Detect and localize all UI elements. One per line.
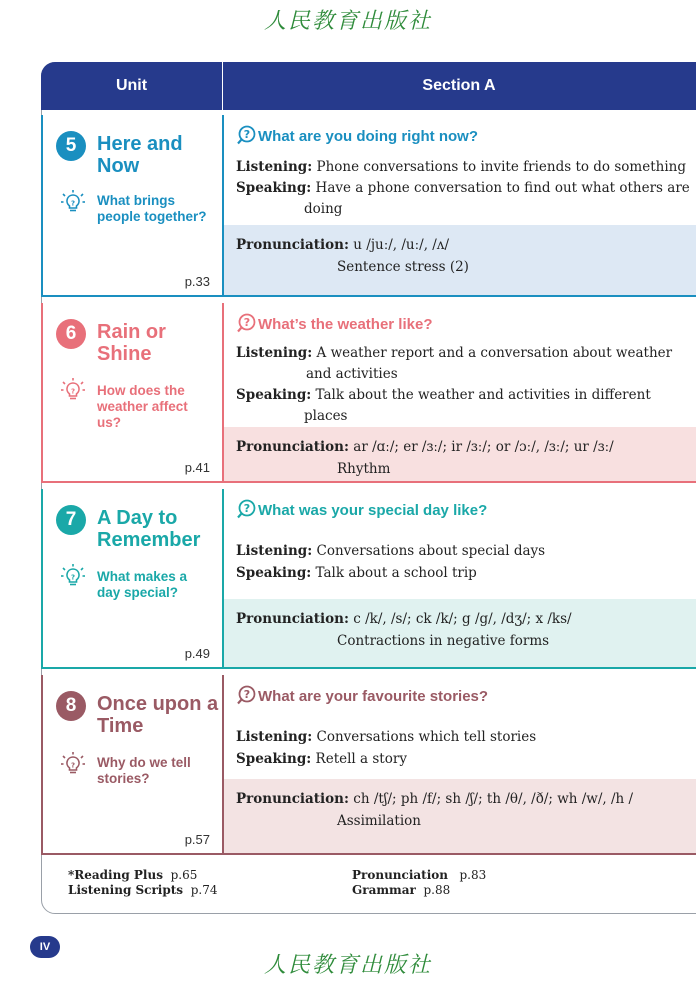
pronunciation-box (224, 599, 696, 667)
pronunciation-topic: Contractions in negative forms (337, 633, 550, 649)
unit-border-bottom (41, 667, 696, 669)
unit-page-ref: p.41 (184, 460, 210, 475)
unit-row-5 (41, 115, 696, 297)
lightbulb-icon (60, 563, 86, 589)
pronunciation-label: Pronunciation: (236, 439, 349, 455)
unit-title-line-2: Now (97, 155, 140, 177)
unit-column-header: Unit (115, 77, 148, 94)
listening-line (236, 543, 545, 559)
unit-border-left (41, 675, 43, 855)
unit-title-line-2: Remember (97, 529, 201, 551)
speaking-text: Retell a story (315, 751, 407, 767)
unit-title-line-1: Here and (97, 133, 183, 155)
unit-number-badge: 8 (56, 691, 86, 721)
svg-text:?: ? (70, 387, 76, 396)
listening-label: Listening: (236, 543, 313, 559)
pronunciation-topic: Sentence stress (2) (337, 259, 469, 275)
speaking-continuation: places (304, 408, 348, 424)
svg-text:?: ? (70, 573, 76, 582)
unit-border-left (41, 115, 43, 297)
section-title-text: What was your special day like? (258, 501, 488, 519)
listening-label: Listening: (236, 159, 313, 175)
section-title (236, 499, 487, 523)
listening-line (236, 729, 536, 745)
unit-info (41, 115, 222, 297)
speaking-label: Speaking: (236, 565, 312, 581)
speaking-continuation: doing (304, 201, 343, 217)
unit-info (41, 675, 222, 855)
svg-text:?: ? (243, 502, 251, 515)
speaking-line (236, 565, 477, 581)
listening-label: Listening: (236, 345, 313, 361)
listening-continuation: and activities (306, 366, 398, 382)
section-title (236, 125, 478, 149)
unit-info (41, 303, 222, 483)
speaking-text: Talk about the weather and activities in different (315, 387, 651, 403)
svg-text:?: ? (70, 761, 76, 770)
reading-plus-page: p.65 (170, 868, 198, 882)
big-question (97, 755, 222, 787)
pronunciation-box (224, 779, 696, 853)
question-magnifier-icon (236, 125, 256, 149)
section-title (236, 313, 433, 337)
listening-text: A weather report and a conversation about weather (316, 345, 673, 361)
unit-number-badge: 5 (56, 131, 86, 161)
pronunciation-topic: Rhythm (337, 461, 391, 477)
pronunciation-line (236, 439, 614, 455)
lightbulb-icon (60, 377, 86, 403)
unit-page-ref: p.33 (184, 274, 210, 289)
speaking-line (236, 387, 651, 403)
unit-page-ref: p.57 (184, 832, 210, 847)
pronunciation-appendix-label: Pronunciation (352, 868, 448, 882)
section-title-text: What are you doing right now? (258, 127, 478, 145)
unit-row-7 (41, 489, 696, 669)
unit-border-bottom (41, 295, 696, 297)
pronunciation-box (224, 225, 696, 295)
unit-row-8 (41, 675, 696, 855)
unit-border-bottom (41, 853, 696, 855)
big-question-line-2: people together? (97, 209, 207, 224)
unit-divider-vertical (222, 115, 224, 297)
pronunciation-sounds: u /juː/, /uː/, /ʌ/ (353, 237, 450, 253)
pronunciation-label: Pronunciation: (236, 611, 349, 627)
big-question-line-3: us? (97, 415, 122, 430)
big-question-line-2: day special? (97, 585, 179, 600)
section-a-column-header: Section A (422, 77, 496, 94)
pronunciation-sounds: c /k/, /s/; ck /k/; g /g/, /dʒ/; x /ks/ (353, 611, 572, 627)
page-number-badge: IV (30, 936, 60, 958)
speaking-text: Talk about a school trip (315, 565, 477, 581)
section-title-text: What’s the weather like? (258, 315, 433, 333)
unit-border-left (41, 303, 43, 483)
speaking-line (236, 751, 407, 767)
pronunciation-topic: Assimilation (337, 813, 421, 829)
pronunciation-line (236, 237, 449, 253)
listening-text: Conversations which tell stories (316, 729, 537, 745)
listening-label: Listening: (236, 729, 313, 745)
lightbulb-icon (60, 189, 86, 215)
unit-number-badge: 7 (56, 505, 86, 535)
big-question-line-1: What makes a (97, 569, 188, 584)
big-question-line-2: weather affect (97, 399, 188, 414)
unit-title-line-1: Once upon a (97, 693, 219, 715)
unit-divider-vertical (222, 675, 224, 855)
svg-text:?: ? (243, 316, 251, 329)
unit-title-line-2: Time (97, 715, 144, 737)
unit-title-line-1: Rain or (97, 321, 166, 343)
big-question (97, 569, 222, 601)
unit-title (97, 507, 222, 551)
listening-line (236, 159, 686, 175)
svg-text:?: ? (243, 688, 251, 701)
unit-info (41, 489, 222, 669)
publisher-logo-bottom: 人民教育出版社 (263, 953, 432, 978)
question-magnifier-icon (236, 499, 256, 523)
pronunciation-box (224, 427, 696, 481)
unit-row-6 (41, 303, 696, 483)
section-title (236, 685, 488, 709)
listening-line (236, 345, 672, 361)
unit-title (97, 133, 222, 177)
reading-plus-label: *Reading Plus (68, 868, 163, 882)
unit-border-left (41, 489, 43, 669)
unit-number-badge: 6 (56, 319, 86, 349)
pronunciation-sounds: ar /ɑː/; er /ɜː/; ir /ɜː/; or /ɔː/, /ɜː/; ur /ɜː/ (353, 439, 614, 455)
unit-title-line-2: Shine (97, 343, 152, 365)
pronunciation-appendix-page: p.83 (459, 868, 487, 882)
big-question (97, 383, 222, 431)
big-question-line-2: stories? (97, 771, 150, 786)
big-question (97, 193, 222, 225)
speaking-label: Speaking: (236, 387, 312, 403)
footer-left (68, 868, 217, 898)
speaking-label: Speaking: (236, 751, 312, 767)
grammar-label: Grammar (352, 883, 416, 897)
footer-right (352, 868, 486, 898)
publisher-logo-top: 人民教育出版社 (263, 9, 432, 34)
unit-title (97, 693, 222, 737)
big-question-line-1: What brings (97, 193, 175, 208)
listening-scripts-page: p.74 (190, 883, 218, 897)
listening-text: Phone conversations to invite friends to do something (316, 159, 686, 175)
lightbulb-icon (60, 751, 86, 777)
svg-text:?: ? (243, 128, 251, 141)
pronunciation-line (236, 791, 633, 807)
big-question-line-1: How does the (97, 383, 185, 398)
grammar-page: p.88 (423, 883, 451, 897)
listening-text: Conversations about special days (316, 543, 546, 559)
unit-border-bottom (41, 481, 696, 483)
unit-title-line-1: A Day to (97, 507, 178, 529)
unit-page-ref: p.49 (184, 646, 210, 661)
pronunciation-label: Pronunciation: (236, 237, 349, 253)
pronunciation-label: Pronunciation: (236, 791, 349, 807)
listening-scripts-label: Listening Scripts (68, 883, 184, 897)
speaking-line (236, 180, 690, 196)
speaking-label: Speaking: (236, 180, 312, 196)
pronunciation-sounds: ch /tʃ/; ph /f/; sh /ʃ/; th /θ/, /ð/; wh /w/, /h / (353, 791, 634, 807)
question-magnifier-icon (236, 685, 256, 709)
table-header (41, 62, 696, 110)
svg-text:?: ? (70, 199, 76, 208)
unit-title (97, 321, 222, 365)
question-magnifier-icon (236, 313, 256, 337)
unit-divider-vertical (222, 489, 224, 669)
big-question-line-1: Why do we tell (97, 755, 191, 770)
speaking-text: Have a phone conversation to find out what others are (315, 180, 690, 196)
pronunciation-line (236, 611, 572, 627)
section-title-text: What are your favourite stories? (258, 687, 489, 705)
unit-divider-vertical (222, 303, 224, 483)
